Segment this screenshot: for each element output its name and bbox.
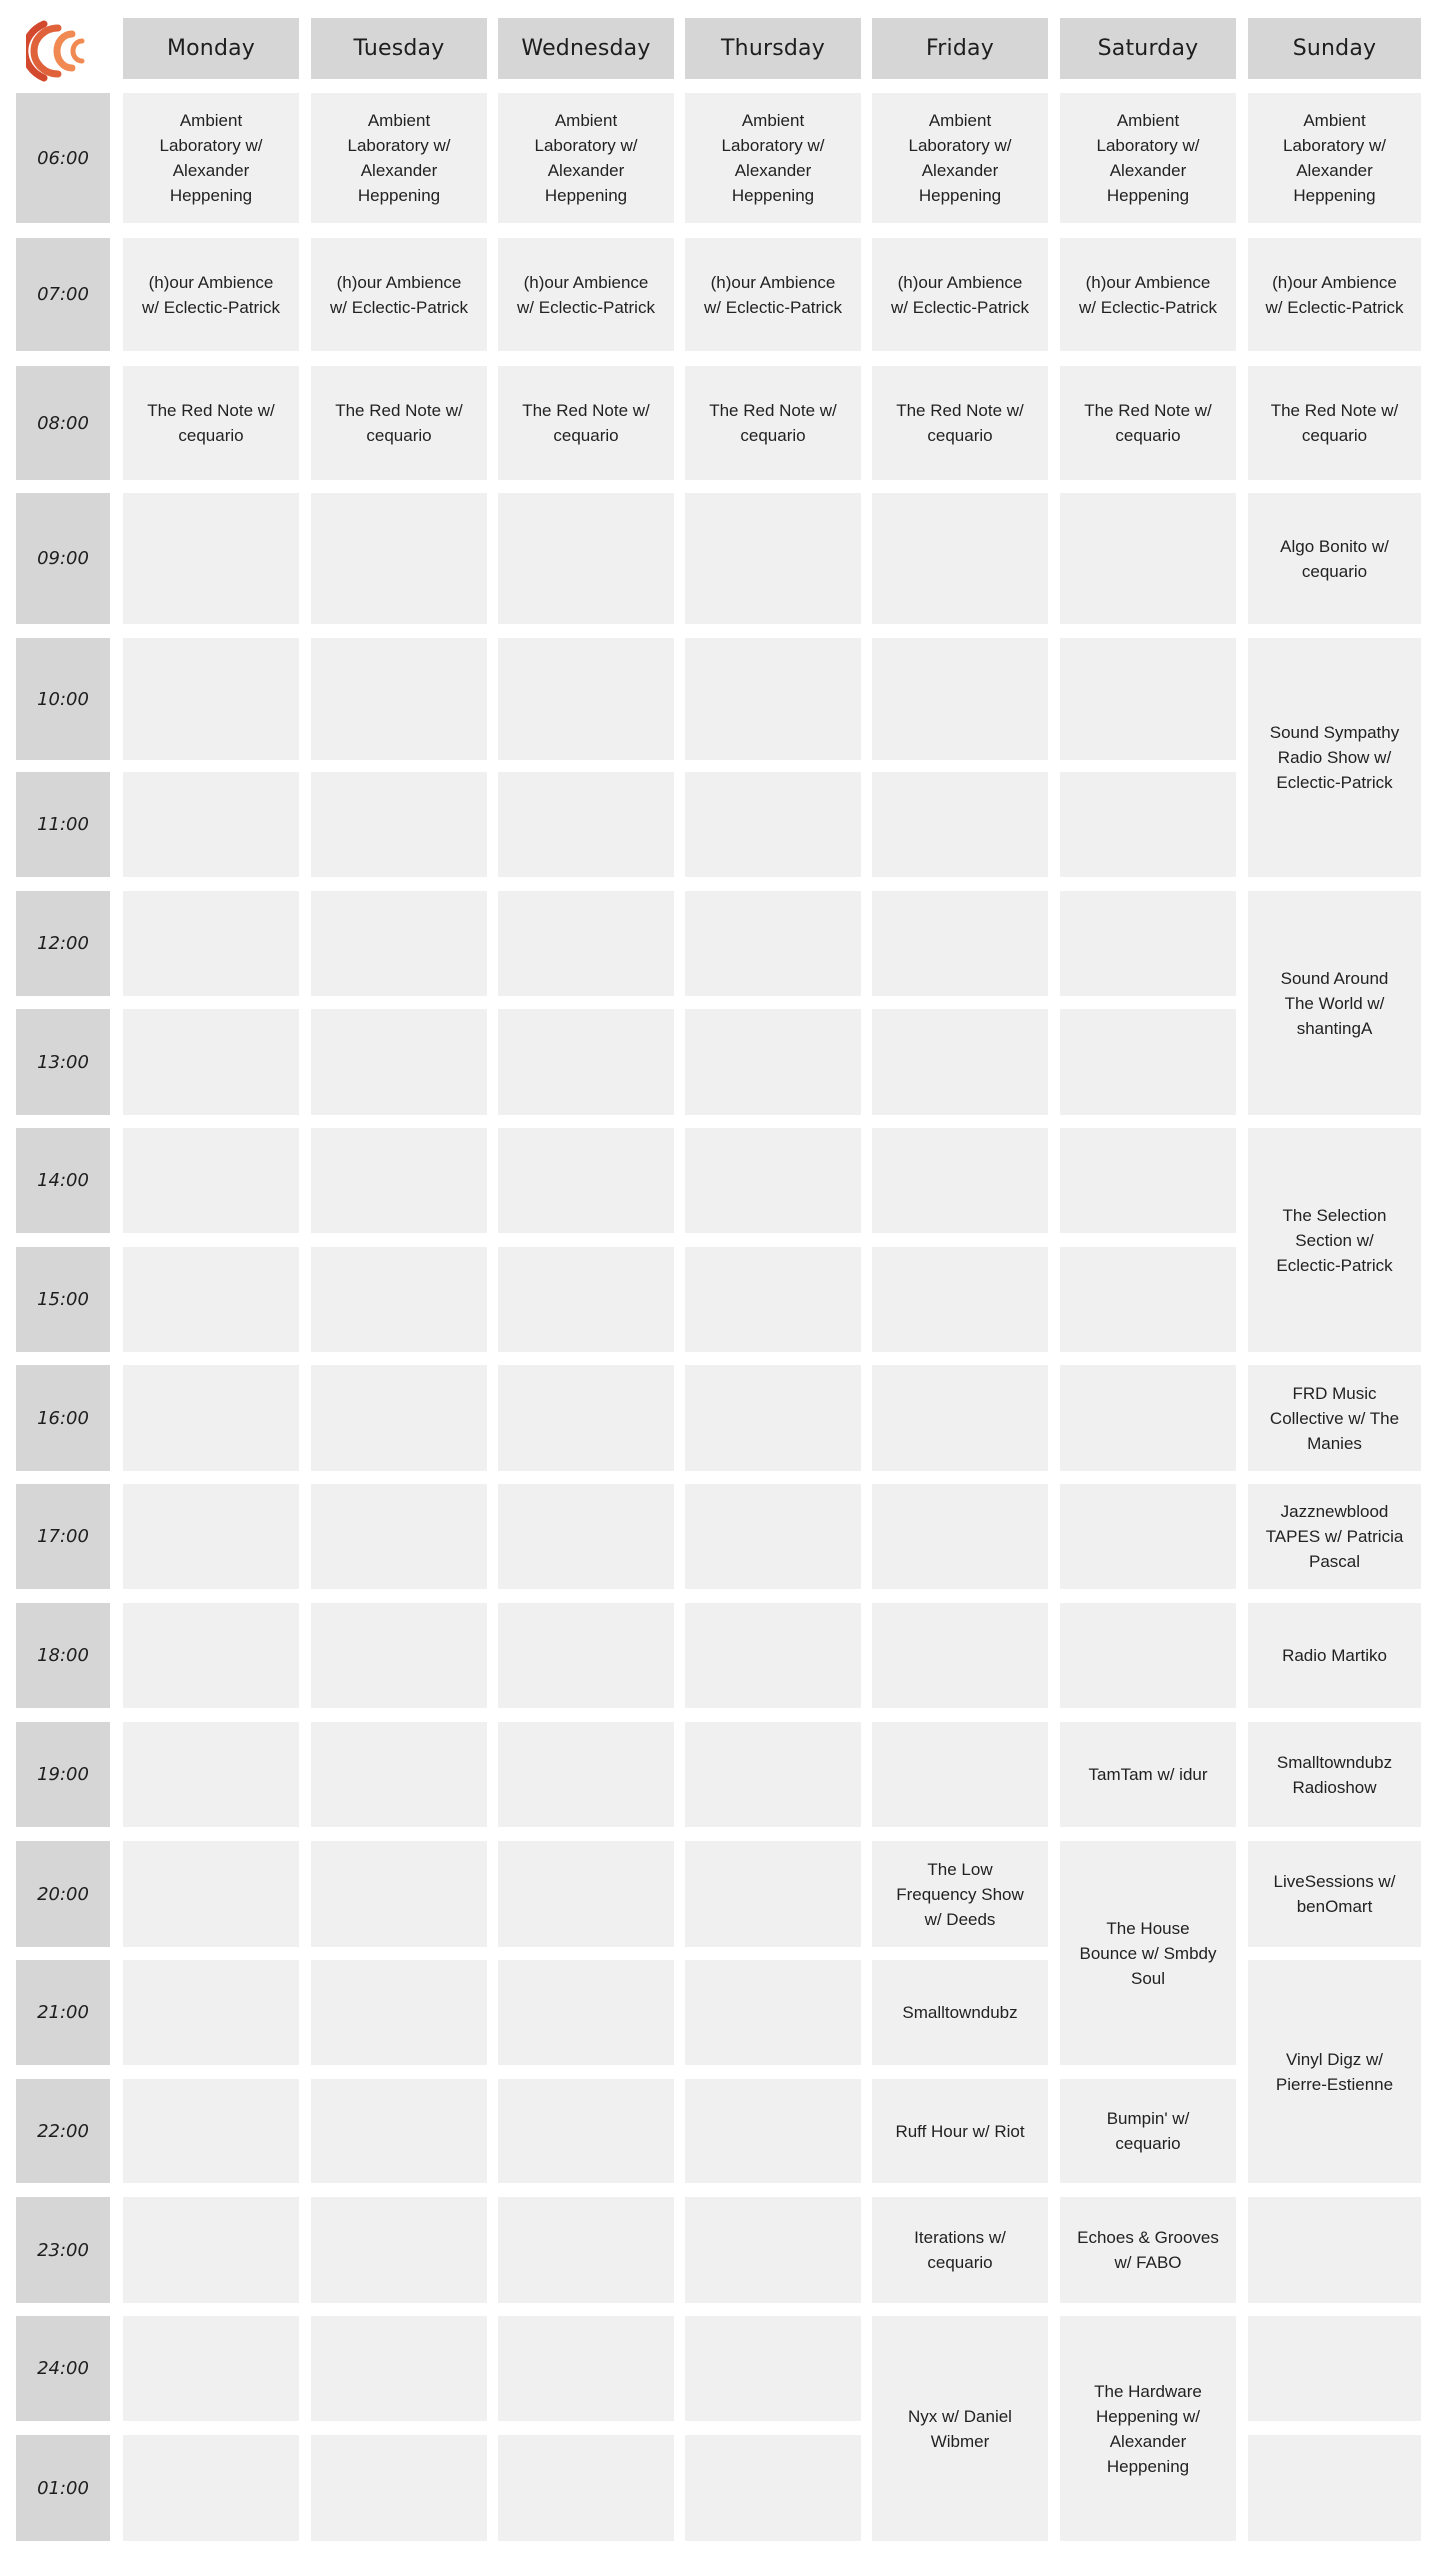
show-title: Ambient Laboratory w/ Alexander Heppening xyxy=(534,111,638,205)
day-header-tuesday: Tuesday xyxy=(311,18,487,79)
time-label: 16:00 xyxy=(16,1365,110,1471)
empty-slot xyxy=(872,1247,1048,1352)
show-title: Echoes & Grooves w/ FABO xyxy=(1077,2228,1219,2272)
show-title: The Red Note w/ cequario xyxy=(709,401,837,445)
empty-slot xyxy=(498,1128,674,1233)
show-slot xyxy=(1248,1128,1421,1352)
time-label: 23:00 xyxy=(16,2197,110,2303)
show-slot xyxy=(498,238,674,351)
day-header-wednesday: Wednesday xyxy=(498,18,674,79)
show-slot xyxy=(685,93,861,223)
show-title: Ambient Laboratory w/ Alexander Heppening xyxy=(159,111,263,205)
show-slot xyxy=(872,366,1048,480)
empty-slot xyxy=(685,2316,861,2421)
time-label: 24:00 xyxy=(16,2316,110,2421)
show-title: TamTam w/ idur xyxy=(1088,1765,1208,1784)
empty-slot xyxy=(685,2079,861,2183)
empty-slot xyxy=(123,1365,299,1471)
show-title: (h)our Ambience w/ Eclectic-Patrick xyxy=(142,272,280,317)
empty-slot xyxy=(685,1603,861,1708)
empty-slot xyxy=(311,2197,487,2303)
empty-slot xyxy=(123,1960,299,2065)
time-label: 22:00 xyxy=(16,2079,110,2183)
empty-slot xyxy=(498,1365,674,1471)
show-slot xyxy=(123,366,299,480)
show-slot xyxy=(498,366,674,480)
time-label: 13:00 xyxy=(16,1009,110,1115)
day-header-saturday: Saturday xyxy=(1060,18,1236,79)
empty-slot xyxy=(123,2079,299,2183)
show-title: Ambient Laboratory w/ Alexander Heppening xyxy=(347,111,451,205)
empty-slot xyxy=(311,1484,487,1589)
show-slot xyxy=(1248,1484,1421,1589)
time-label: 06:00 xyxy=(16,93,110,223)
empty-slot xyxy=(123,493,299,624)
time-label: 19:00 xyxy=(16,1722,110,1827)
show-slot xyxy=(1060,366,1236,480)
show-slot xyxy=(872,1841,1048,1947)
show-title: Smalltowndubz Radioshow xyxy=(1276,1752,1393,1797)
show-slot xyxy=(872,2079,1048,2183)
empty-slot xyxy=(123,1484,299,1589)
show-slot xyxy=(1248,366,1421,480)
show-title: The House Bounce w/ Smbdy Soul xyxy=(1079,1918,1217,1988)
empty-slot xyxy=(1248,2316,1421,2421)
empty-slot xyxy=(311,1603,487,1708)
show-title: Jazznewblood TAPES w/ Patricia Pascal xyxy=(1265,1502,1404,1571)
empty-slot xyxy=(685,1247,861,1352)
show-slot xyxy=(872,2197,1048,2303)
empty-slot xyxy=(685,1484,861,1589)
show-slot xyxy=(123,93,299,223)
show-title: The Red Note w/ cequario xyxy=(1270,401,1399,445)
show-title: Sound Around The World w/ shantingA xyxy=(1280,968,1389,1038)
show-slot xyxy=(1248,1365,1421,1471)
time-label: 10:00 xyxy=(16,638,110,760)
empty-slot xyxy=(872,1365,1048,1471)
show-title: Nyx w/ Daniel Wibmer xyxy=(908,2406,1012,2451)
empty-slot xyxy=(498,2435,674,2541)
show-slot xyxy=(311,93,487,223)
show-slot xyxy=(498,93,674,223)
show-title: Ruff Hour w/ Riot xyxy=(895,2121,1025,2141)
empty-slot xyxy=(685,772,861,877)
show-slot xyxy=(685,238,861,351)
empty-slot xyxy=(123,1009,299,1115)
show-title: The Low Frequency Show w/ Deeds xyxy=(896,1859,1024,1929)
day-header-friday: Friday xyxy=(872,18,1048,79)
show-title: The Hardware Heppening w/ Alexander Heppening xyxy=(1094,2381,1202,2476)
empty-slot xyxy=(311,1009,487,1115)
empty-slot xyxy=(872,1484,1048,1589)
empty-slot xyxy=(498,891,674,996)
show-slot xyxy=(123,238,299,351)
show-slot xyxy=(872,2316,1048,2541)
show-slot xyxy=(1060,1722,1236,1827)
empty-slot xyxy=(1060,1484,1236,1589)
show-slot xyxy=(1248,93,1421,223)
empty-slot xyxy=(872,1722,1048,1827)
show-slot xyxy=(1248,1960,1421,2183)
show-title: Vinyl Digz w/ Pierre-Estienne xyxy=(1275,2049,1394,2094)
empty-slot xyxy=(123,1722,299,1827)
show-slot xyxy=(1248,238,1421,351)
time-label: 18:00 xyxy=(16,1603,110,1708)
empty-slot xyxy=(685,1009,861,1115)
show-title: (h)our Ambience w/ Eclectic-Patrick xyxy=(1079,272,1217,317)
empty-slot xyxy=(498,1960,674,2065)
show-slot xyxy=(311,366,487,480)
time-label: 07:00 xyxy=(16,238,110,351)
show-title: Algo Bonito w/ cequario xyxy=(1280,536,1389,581)
show-title: Smalltowndubz xyxy=(902,2003,1018,2022)
show-slot xyxy=(1248,493,1421,624)
time-label: 09:00 xyxy=(16,493,110,624)
empty-slot xyxy=(311,1365,487,1471)
show-title: (h)our Ambience w/ Eclectic-Patrick xyxy=(1265,272,1404,317)
empty-slot xyxy=(498,1722,674,1827)
empty-slot xyxy=(123,1128,299,1233)
empty-slot xyxy=(685,1365,861,1471)
time-label: 14:00 xyxy=(16,1128,110,1233)
empty-slot xyxy=(123,772,299,877)
empty-slot xyxy=(123,638,299,760)
show-title: Ambient Laboratory w/ Alexander Heppening xyxy=(908,111,1012,205)
empty-slot xyxy=(498,493,674,624)
empty-slot xyxy=(1060,638,1236,760)
empty-slot xyxy=(498,638,674,760)
time-label: 01:00 xyxy=(16,2435,110,2541)
show-title: Radio Martiko xyxy=(1282,1646,1387,1665)
show-title: Bumpin' w/ cequario xyxy=(1106,2109,1190,2153)
show-slot xyxy=(1060,2079,1236,2183)
empty-slot xyxy=(311,2435,487,2541)
show-slot xyxy=(1060,2197,1236,2303)
show-slot xyxy=(1060,2316,1236,2541)
empty-slot xyxy=(872,493,1048,624)
show-slot xyxy=(311,238,487,351)
empty-slot xyxy=(872,772,1048,877)
show-title: The Selection Section w/ Eclectic-Patrick xyxy=(1276,1205,1393,1275)
empty-slot xyxy=(1060,1009,1236,1115)
empty-slot xyxy=(498,2316,674,2421)
empty-slot xyxy=(685,1722,861,1827)
empty-slot xyxy=(685,2435,861,2541)
show-title: The Red Note w/ cequario xyxy=(335,401,463,445)
time-label: 17:00 xyxy=(16,1484,110,1589)
empty-slot xyxy=(498,1247,674,1352)
show-slot xyxy=(1248,1722,1421,1827)
empty-slot xyxy=(685,493,861,624)
empty-slot xyxy=(685,891,861,996)
time-label: 15:00 xyxy=(16,1247,110,1352)
show-title: The Red Note w/ cequario xyxy=(896,401,1024,445)
empty-slot xyxy=(685,1841,861,1947)
empty-slot xyxy=(311,1722,487,1827)
show-title: The Red Note w/ cequario xyxy=(147,401,275,445)
empty-slot xyxy=(498,1484,674,1589)
show-title: FRD Music Collective w/ The Manies xyxy=(1269,1383,1400,1453)
show-slot xyxy=(872,93,1048,223)
show-title: (h)our Ambience w/ Eclectic-Patrick xyxy=(517,272,655,317)
empty-slot xyxy=(498,2079,674,2183)
empty-slot xyxy=(1248,2435,1421,2541)
empty-slot xyxy=(123,2435,299,2541)
empty-slot xyxy=(311,1841,487,1947)
empty-slot xyxy=(123,1603,299,1708)
show-slot xyxy=(1060,93,1236,223)
empty-slot xyxy=(123,891,299,996)
show-slot xyxy=(872,238,1048,351)
empty-slot xyxy=(872,638,1048,760)
empty-slot xyxy=(123,1841,299,1947)
empty-slot xyxy=(498,1009,674,1115)
show-slot xyxy=(1060,238,1236,351)
show-slot xyxy=(1248,1603,1421,1708)
day-header-monday: Monday xyxy=(123,18,299,79)
time-label: 11:00 xyxy=(16,772,110,877)
empty-slot xyxy=(498,1841,674,1947)
empty-slot xyxy=(311,493,487,624)
empty-slot xyxy=(685,2197,861,2303)
empty-slot xyxy=(872,891,1048,996)
show-title: Ambient Laboratory w/ Alexander Heppening xyxy=(1283,111,1386,205)
show-title: Ambient Laboratory w/ Alexander Heppening xyxy=(1096,111,1200,205)
empty-slot xyxy=(498,1603,674,1708)
show-slot xyxy=(685,366,861,480)
show-slot xyxy=(1248,891,1421,1115)
empty-slot xyxy=(1248,2197,1421,2303)
show-slot xyxy=(1248,1841,1421,1947)
time-label: 20:00 xyxy=(16,1841,110,1947)
empty-slot xyxy=(872,1128,1048,1233)
show-title: Ambient Laboratory w/ Alexander Heppening xyxy=(721,111,825,205)
day-header-sunday: Sunday xyxy=(1248,18,1421,79)
empty-slot xyxy=(311,1960,487,2065)
day-header-thursday: Thursday xyxy=(685,18,861,79)
empty-slot xyxy=(685,1960,861,2065)
empty-slot xyxy=(311,2079,487,2183)
show-slot xyxy=(1060,1841,1236,2065)
show-title: (h)our Ambience w/ Eclectic-Patrick xyxy=(330,272,468,317)
time-label: 12:00 xyxy=(16,891,110,996)
empty-slot xyxy=(311,772,487,877)
empty-slot xyxy=(685,638,861,760)
show-title: (h)our Ambience w/ Eclectic-Patrick xyxy=(891,272,1029,317)
empty-slot xyxy=(311,1128,487,1233)
time-label: 08:00 xyxy=(16,366,110,480)
empty-slot xyxy=(1060,1128,1236,1233)
show-title: Iterations w/ cequario xyxy=(914,2228,1006,2272)
show-title: LiveSessions w/ benOmart xyxy=(1273,1872,1396,1916)
empty-slot xyxy=(311,638,487,760)
empty-slot xyxy=(1060,891,1236,996)
empty-slot xyxy=(123,1247,299,1352)
show-title: The Red Note w/ cequario xyxy=(522,401,650,445)
empty-slot xyxy=(872,1603,1048,1708)
show-title: Sound Sympathy Radio Show w/ Eclectic-Patrick xyxy=(1269,723,1400,792)
show-title: (h)our Ambience w/ Eclectic-Patrick xyxy=(704,272,842,317)
time-label: 21:00 xyxy=(16,1960,110,2065)
show-slot xyxy=(872,1960,1048,2065)
show-title: The Red Note w/ cequario xyxy=(1084,401,1212,445)
show-slot xyxy=(1248,638,1421,877)
empty-slot xyxy=(872,1009,1048,1115)
empty-slot xyxy=(123,2197,299,2303)
empty-slot xyxy=(1060,1603,1236,1708)
empty-slot xyxy=(311,891,487,996)
empty-slot xyxy=(311,1247,487,1352)
empty-slot xyxy=(311,2316,487,2421)
empty-slot xyxy=(1060,1365,1236,1471)
empty-slot xyxy=(498,2197,674,2303)
empty-slot xyxy=(123,2316,299,2421)
empty-slot xyxy=(685,1128,861,1233)
empty-slot xyxy=(1060,493,1236,624)
empty-slot xyxy=(1060,1247,1236,1352)
empty-slot xyxy=(498,772,674,877)
empty-slot xyxy=(1060,772,1236,877)
